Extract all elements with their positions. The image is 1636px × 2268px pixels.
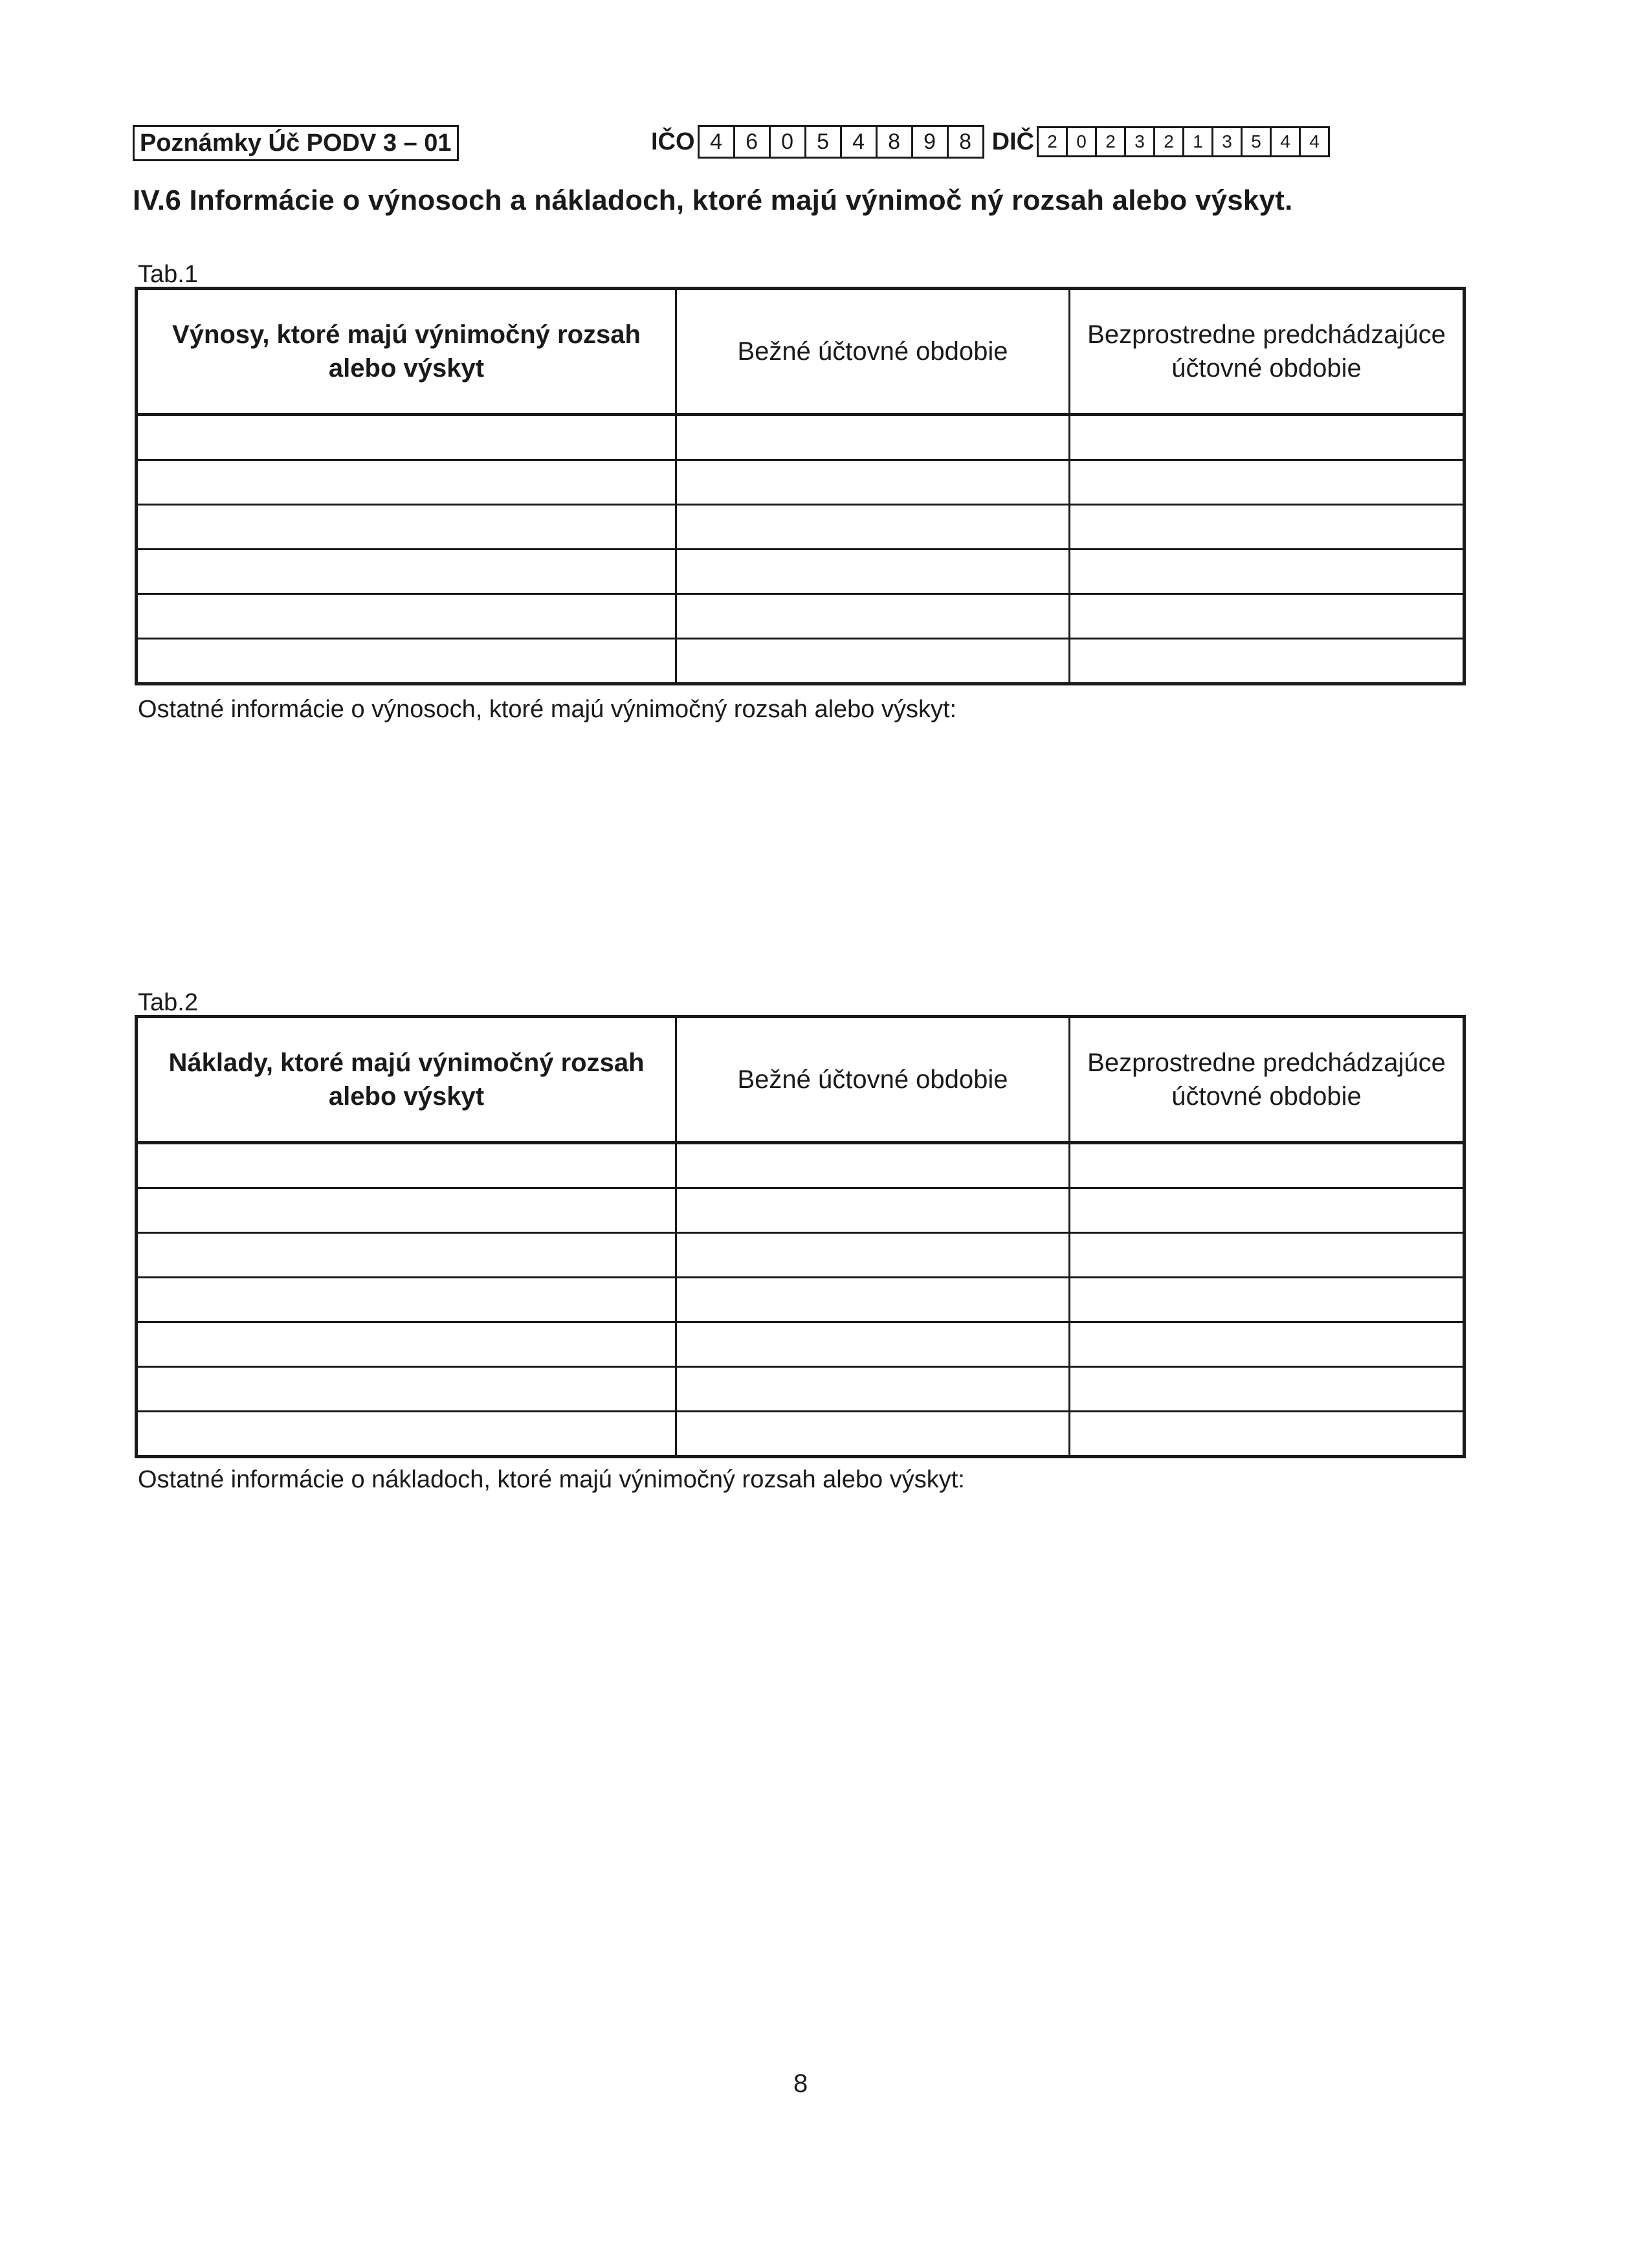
table-cell[interactable] (137, 550, 676, 594)
dic-digit: 2 (1037, 126, 1068, 157)
dic-label: DIČ (991, 128, 1035, 155)
ico-digit: 0 (769, 125, 806, 159)
ico-digit: 8 (876, 125, 913, 159)
table-row (137, 460, 1465, 505)
dic-digit: 3 (1124, 126, 1155, 157)
table-cell[interactable] (676, 1278, 1070, 1322)
table-cell[interactable] (1070, 505, 1465, 550)
ico-digit: 6 (733, 125, 771, 159)
table-cell[interactable] (137, 594, 676, 639)
dic-digit: 2 (1153, 126, 1184, 157)
table-cell[interactable] (676, 639, 1070, 684)
table-cell[interactable] (137, 1233, 676, 1278)
table-cell[interactable] (676, 550, 1070, 594)
table-cell[interactable] (1070, 1188, 1465, 1233)
table-cell[interactable] (1070, 1278, 1465, 1322)
ico-digit: 9 (911, 125, 949, 159)
form-code-box: Poznámky Úč PODV 3 – 01 (133, 125, 459, 161)
table-cell[interactable] (676, 460, 1070, 505)
table2 (135, 1015, 1466, 1458)
table-row (137, 550, 1465, 594)
table-cell[interactable] (676, 1322, 1070, 1367)
table-row (137, 1278, 1465, 1322)
table-cell[interactable] (137, 639, 676, 684)
table-cell[interactable] (137, 415, 676, 460)
dic-digit: 4 (1270, 126, 1301, 157)
table2-header-col2: Bežné účtovné obdobie (676, 1017, 1070, 1143)
table-cell[interactable] (1070, 1412, 1465, 1457)
ico-digit: 8 (947, 125, 984, 159)
table-cell[interactable] (676, 594, 1070, 639)
dic-digit: 1 (1182, 126, 1213, 157)
table1-header-col3: Bezprostredne predchádzajúce účtovné obdobie (1070, 289, 1465, 415)
table-row (137, 415, 1465, 460)
table-cell[interactable] (137, 1143, 676, 1188)
ico-digits (698, 125, 984, 159)
table-cell[interactable] (1070, 550, 1465, 594)
table-cell[interactable] (1070, 415, 1465, 460)
table-row (137, 1188, 1465, 1233)
table-row (137, 1233, 1465, 1278)
table-cell[interactable] (137, 1188, 676, 1233)
table-cell[interactable] (137, 1278, 676, 1322)
table-cell[interactable] (676, 415, 1070, 460)
table-cell[interactable] (137, 1322, 676, 1367)
table1-note: Ostatné informácie o výnosoch, ktoré majú výnimočný rozsah alebo výskyt: (138, 696, 957, 723)
table-cell[interactable] (1070, 639, 1465, 684)
table1-header-col1: Výnosy, ktoré majú výnimočný rozsah alebo výskyt (137, 289, 676, 415)
table-cell[interactable] (137, 460, 676, 505)
table2-header-col3: Bezprostredne predchádzajúce účtovné obdobie (1070, 1017, 1465, 1143)
dic-digit: 3 (1211, 126, 1243, 157)
table2-label: Tab.2 (138, 989, 198, 1016)
table-cell[interactable] (1070, 1367, 1465, 1412)
ico-label: IČO (651, 128, 695, 155)
table-cell[interactable] (1070, 594, 1465, 639)
page-number: 8 (793, 2069, 808, 2098)
table1-header-col2: Bežné účtovné obdobie (676, 289, 1070, 415)
dic-digit: 5 (1241, 126, 1272, 157)
ico-digit: 4 (840, 125, 878, 159)
table-cell[interactable] (1070, 1233, 1465, 1278)
table-cell[interactable] (676, 1412, 1070, 1457)
table-cell[interactable] (1070, 460, 1465, 505)
dic-digits (1037, 126, 1330, 157)
dic-digit: 0 (1066, 126, 1097, 157)
section-title: IV.6 Informácie o výnosoch a nákladoch, ktoré majú výnimoč ný rozsah alebo výskyt. (133, 184, 1293, 216)
table-cell[interactable] (137, 505, 676, 550)
table-row (137, 1322, 1465, 1367)
table-row (137, 1143, 1465, 1188)
table-cell[interactable] (137, 1412, 676, 1457)
table2-note: Ostatné informácie o nákladoch, ktoré majú výnimočný rozsah alebo výskyt: (138, 1466, 965, 1493)
table-row (137, 594, 1465, 639)
table-cell[interactable] (1070, 1143, 1465, 1188)
table-cell[interactable] (676, 1143, 1070, 1188)
table-cell[interactable] (137, 1367, 676, 1412)
table-row (137, 505, 1465, 550)
dic-digit: 4 (1299, 126, 1330, 157)
table-row (137, 639, 1465, 684)
table-cell[interactable] (676, 1233, 1070, 1278)
ico-digit: 4 (698, 125, 735, 159)
table2-header-col1: Náklady, ktoré majú výnimočný rozsah alebo výskyt (137, 1017, 676, 1143)
table-cell[interactable] (1070, 1322, 1465, 1367)
table-cell[interactable] (676, 1367, 1070, 1412)
table-row (137, 1412, 1465, 1457)
ico-digit: 5 (804, 125, 842, 159)
table1 (135, 287, 1466, 685)
table-cell[interactable] (676, 505, 1070, 550)
table-cell[interactable] (676, 1188, 1070, 1233)
dic-digit: 2 (1095, 126, 1126, 157)
table-row (137, 1367, 1465, 1412)
table1-label: Tab.1 (138, 261, 198, 288)
ico-group (651, 125, 1330, 159)
